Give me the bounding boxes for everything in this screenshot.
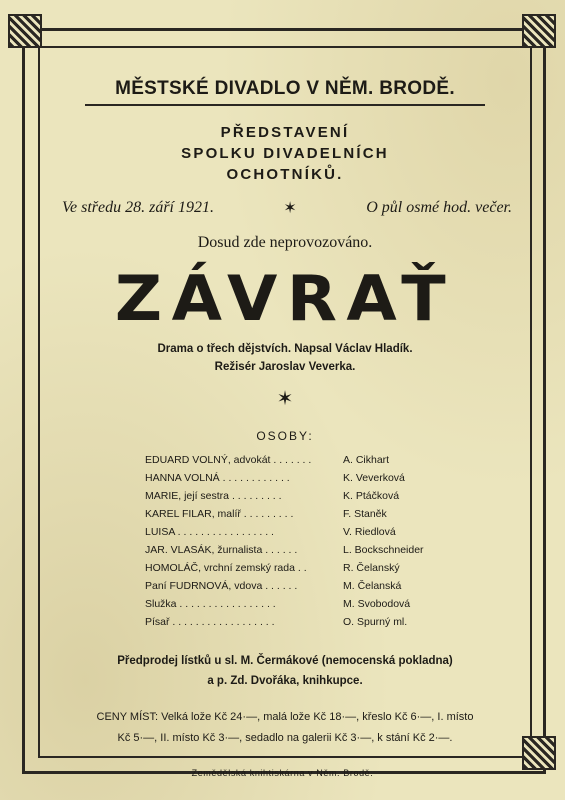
prices-line-1: CENY MÍST: Velká lože Kč 24·—, malá lože Kč 18·—, křeslo Kč 6·—, I. místo <box>96 711 474 723</box>
corner-ornament-top-right <box>522 14 556 48</box>
corner-ornament-top-left <box>8 14 42 48</box>
corner-ornament-bottom-right <box>522 736 556 770</box>
date-line <box>62 198 512 218</box>
header-rule <box>85 104 485 106</box>
cast-actor: M. Čelanská <box>343 580 402 592</box>
cast-row <box>145 559 425 577</box>
cast-actor: R. Čelanský <box>343 562 400 574</box>
cast-actor: K. Veverková <box>343 472 405 484</box>
cast-role: MARIE, její sestra . . . . . . . . . <box>145 490 282 502</box>
premiere-note: Dosud zde neprovozováno. <box>197 234 373 251</box>
presenter-line-3: OCHOTNÍKŮ. <box>226 166 344 183</box>
poster-content <box>50 60 520 750</box>
cast-row <box>145 487 425 505</box>
credits-author: Drama o třech dějstvích. Napsal Václav Hladík. <box>157 343 413 355</box>
star-separator: ✶ <box>283 200 297 217</box>
cast-actor: M. Svobodová <box>343 598 411 610</box>
cast-row <box>145 451 425 469</box>
cast-role: LUISA . . . . . . . . . . . . . . . . . <box>145 526 274 538</box>
cast-role: JAR. VLASÁK, žurnalista . . . . . . <box>145 544 298 556</box>
ticket-prices <box>50 707 520 749</box>
cast-role: Písař . . . . . . . . . . . . . . . . . . <box>145 616 275 628</box>
presenter <box>50 122 520 185</box>
cast-actor: V. Riedlová <box>343 526 396 538</box>
cast-role: HANNA VOLNÁ . . . . . . . . . . . . <box>145 472 290 484</box>
cast-row <box>145 595 425 613</box>
cast-actor: F. Staněk <box>343 508 387 520</box>
cast-row <box>145 523 425 541</box>
cast-row <box>145 613 425 631</box>
play-credits <box>50 340 520 376</box>
printer-imprint: Zemědělská knihtiskárna v Něm. Brodě. <box>191 768 374 778</box>
cast-actor: L. Bockschneider <box>343 544 424 556</box>
cast-list <box>145 451 425 631</box>
prices-line-2: Kč 5·—, II. místo Kč 3·—, sedadlo na galerii Kč 3·—, k stání Kč 2·—. <box>117 732 453 744</box>
presale-line-1: Předprodej lístků u sl. M. Čermákové (nemocenská pokladna) <box>117 655 453 667</box>
performance-time: O půl osmé hod. večer. <box>366 199 512 216</box>
play-title: ZÁVRAŤ <box>114 262 456 335</box>
cast-role: EDUARD VOLNÝ, advokát . . . . . . . <box>145 454 312 466</box>
cast-role: Služka . . . . . . . . . . . . . . . . . <box>145 598 276 610</box>
cast-role: Paní FUDRNOVÁ, vdova . . . . . . <box>145 580 298 592</box>
cast-row <box>145 577 425 595</box>
cast-row <box>145 505 425 523</box>
cast-actor: O. Spurný ml. <box>343 616 408 628</box>
credits-director: Režisér Jaroslav Veverka. <box>214 361 356 373</box>
cast-actor: K. Ptáčková <box>343 490 400 502</box>
presenter-line-1: PŘEDSTAVENÍ <box>220 124 350 141</box>
cast-role: KAREL FILAR, malíř . . . . . . . . . <box>145 508 294 520</box>
cast-role: HOMOLÁČ, vrchní zemský rada . . <box>145 562 307 574</box>
cast-row <box>145 541 425 559</box>
theatre-name: MĚSTSKÉ DIVADLO V NĚM. BRODĚ. <box>115 78 455 99</box>
performance-date: Ve středu 28. září 1921. <box>62 199 214 216</box>
star-ornament: ✶ <box>276 388 294 410</box>
cast-heading: OSOBY: <box>256 429 314 443</box>
presale-info <box>50 651 520 691</box>
cast-actor: A. Cikhart <box>343 454 390 466</box>
presenter-line-2: SPOLKU DIVADELNÍCH <box>181 145 389 162</box>
cast-row <box>145 469 425 487</box>
presale-line-2: a p. Zd. Dvořáka, knihkupce. <box>207 675 363 687</box>
